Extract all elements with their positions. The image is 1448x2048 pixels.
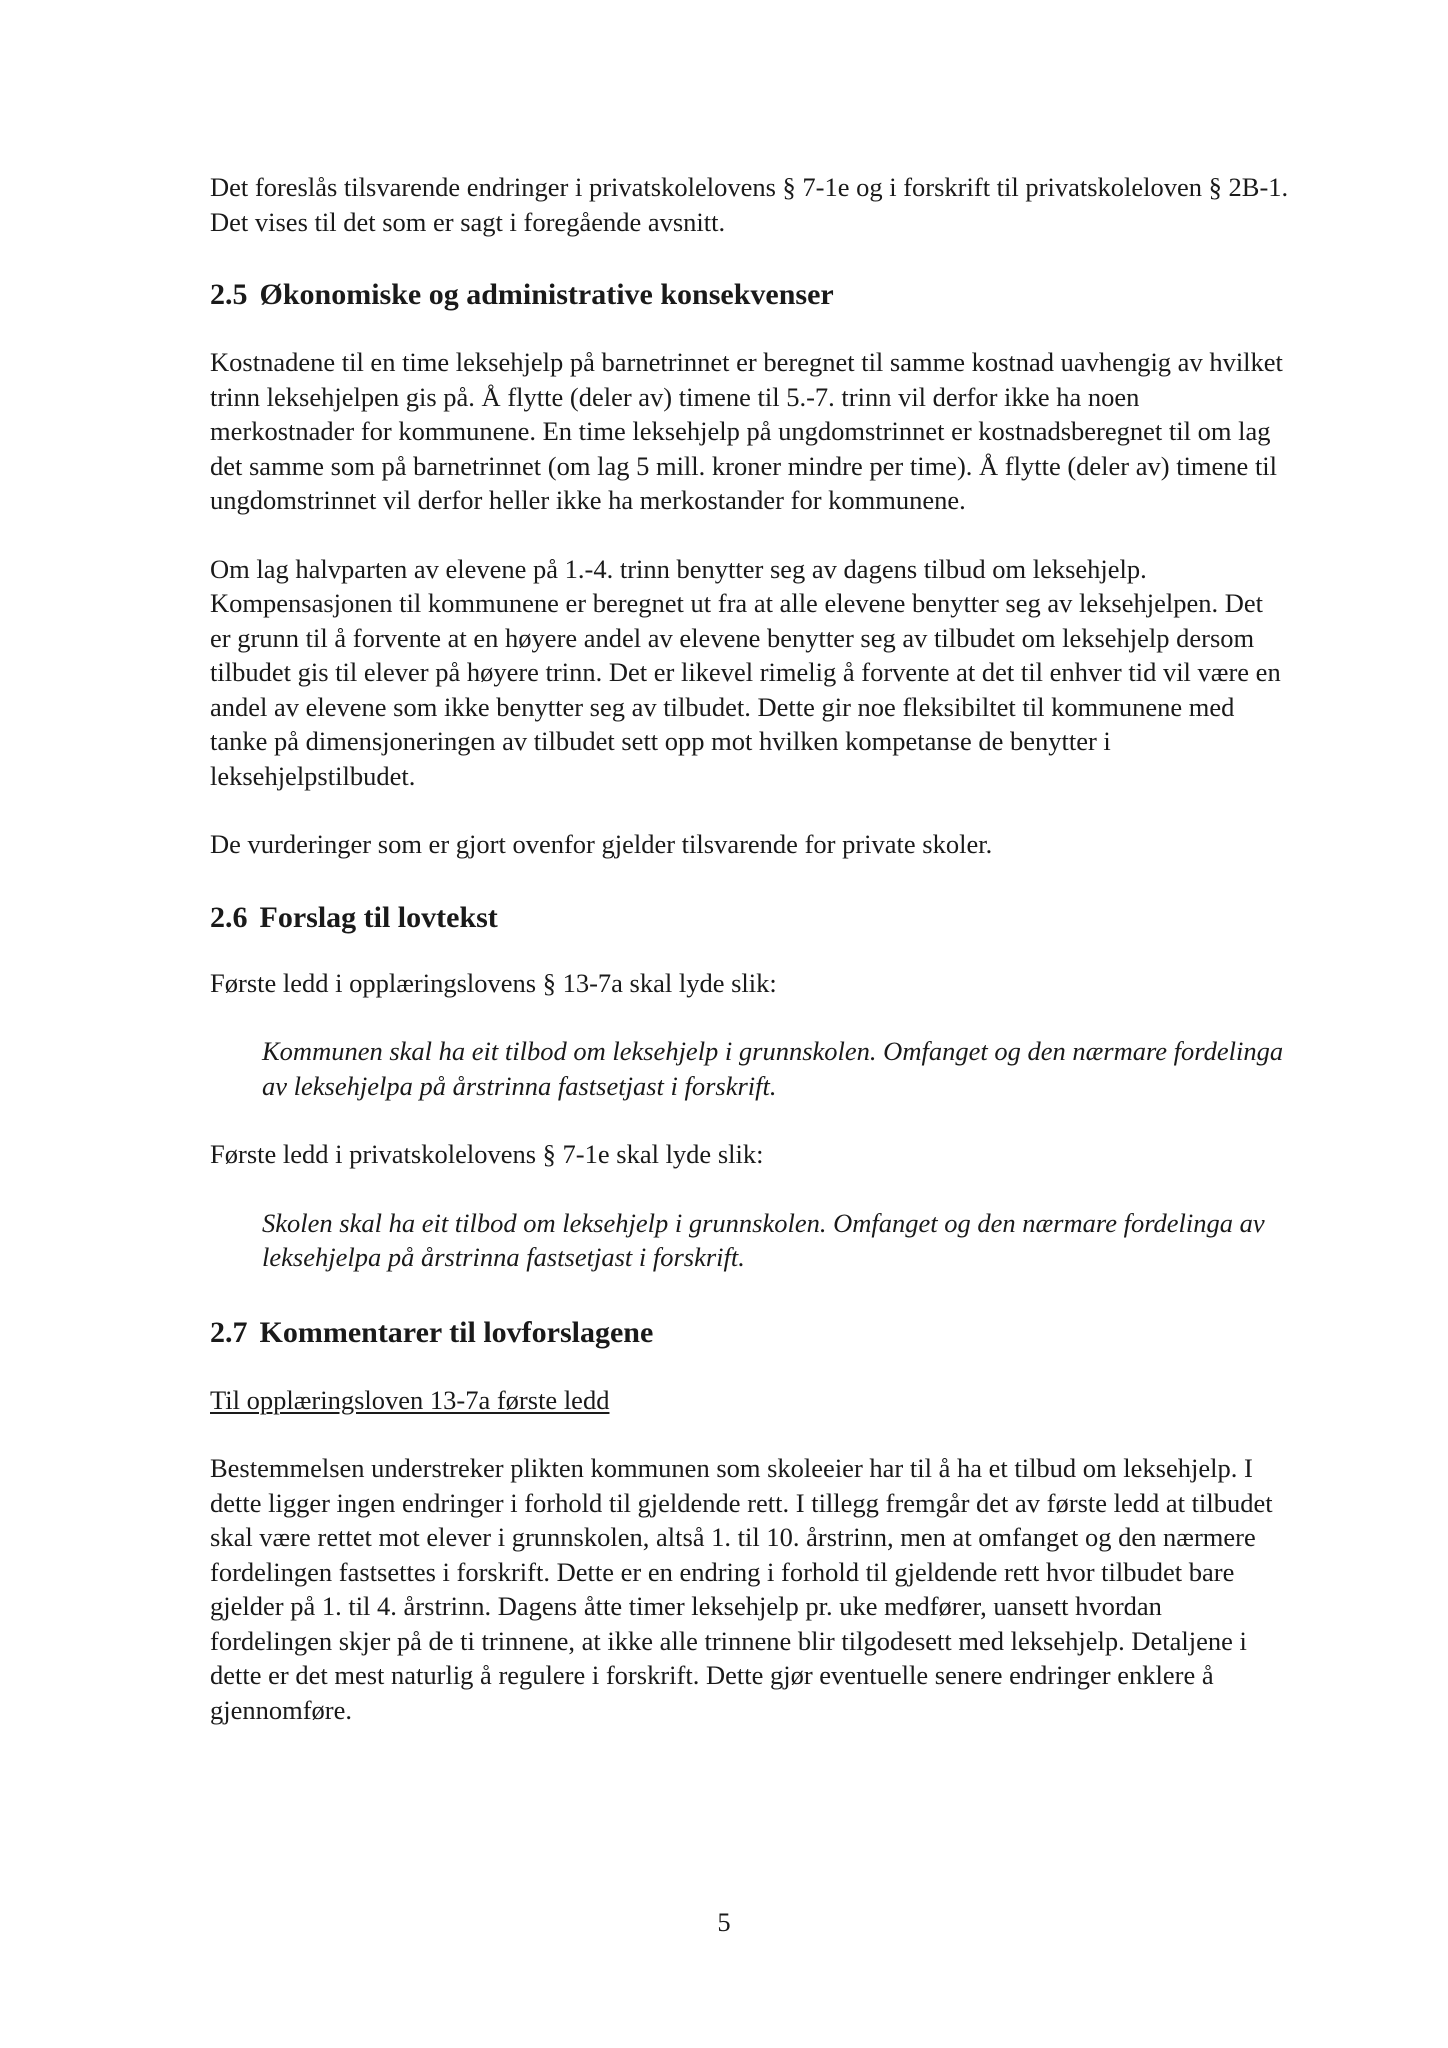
paragraph: Kostnadene til en time leksehjelp på barnetrinnet er beregnet til samme kostnad uavhengig av hvilket trinn leksehjelpen gis på. Å flytte (deler av) timene til 5.-7. trinn vil derfor ikke ha noen merkostnader for kommunene. En time leksehjelp på ungdomstrinnet er kostnadsberegnet til om lag det samme som på barnetrinnet (om lag 5 mill. kroner mindre per time). Å flytte (deler av) timene til ungdomstrinnet vil derfor heller ikke ha merkostander for kommunene.	[210, 347, 1283, 515]
document-page	[210, 170, 1290, 1727]
paragraph: Om lag halvparten av elevene på 1.-4. trinn benytter seg av dagens tilbud om leksehjelp. Kompensasjonen til kommunene er beregnet ut fra at alle elevene benytter seg av leksehjelpen. Det er grunn til å forvente at en høyere andel av elevene benytter seg av tilbudet om leksehjelp dersom tilbudet gis til elever på høyere trinn. Det er likevel rimelig å forvente at det til enhver tid vil være en andel av elevene som ikke benytter seg av tilbudet. Dette gir noe fleksibiltet til kommunene med tanke på dimensjoneringen av tilbudet sett opp mot hvilken kompetanse de benytter i leksehjelpstilbudet.	[210, 553, 1281, 791]
law-text-quote: Skolen skal ha eit tilbod om leksehjelp i grunnskolen. Omfanget og den nærmare fordelinga av leksehjelpa på årstrinna fastsetjast i forskrift.	[262, 1207, 1265, 1272]
paragraph: De vurderinger som er gjort ovenfor gjelder tilsvarende for private skoler.	[210, 829, 993, 859]
paragraph: Første ledd i opplæringslovens § 13-7a skal lyde slik:	[210, 967, 777, 998]
section-heading-2-6	[210, 900, 1290, 936]
subheading: Til opplæringsloven 13-7a første ledd	[210, 1384, 610, 1415]
section-title: Forslag til lovtekst	[259, 900, 498, 934]
paragraph: Første ledd i privatskolelovens § 7-1e skal lyde slik:	[210, 1139, 764, 1169]
section-number: 2.7	[210, 1315, 248, 1349]
section-heading-2-5	[210, 277, 1290, 313]
paragraph: Bestemmelsen understreker plikten kommunen som skoleeier har til å ha et tilbud om leksehjelp. I dette ligger ingen endringer i forhold til gjeldende rett. I tillegg fremgår det av første ledd at tilbudet skal være rettet mot elever i grunnskolen, altså 1. til 10. årstrinn, men at omfanget og den nærmere fordelingen fastsettes i forskrift. Dette er en endring i forhold til gjeldende rett hvor tilbudet bare gjelder på 1. til 4. årstrinn. Dagens åtte timer leksehjelp pr. uke medfører, uansett hvordan fordelingen skjer på de ti trinnene, at ikke alle trinnene blir tilgodesett med leksehjelp. Detaljene i dette er det mest naturlig å regulere i forskrift. Dette gjør eventuelle senere endringer enklere å gjennomføre.	[210, 1453, 1273, 1725]
section-number: 2.6	[210, 900, 248, 934]
law-text-quote: Kommunen skal ha eit tilbod om leksehjelp i grunnskolen. Omfanget og den nærmare fordelinga av leksehjelpa på årstrinna fastsetjast i forskrift.	[262, 1036, 1284, 1101]
section-title: Kommentarer til lovforslagene	[259, 1315, 654, 1349]
section-title: Økonomiske og administrative konsekvenser	[259, 278, 834, 311]
section-heading-2-7	[210, 1315, 1290, 1351]
intro-paragraph: Det foreslås tilsvarende endringer i privatskolelovens § 7-1e og i forskrift til privatskoleloven § 2B-1. Det vises til det som er sagt i foregående avsnitt.	[210, 172, 1289, 237]
page-number: 5	[717, 1907, 731, 1937]
section-number: 2.5	[210, 278, 248, 311]
